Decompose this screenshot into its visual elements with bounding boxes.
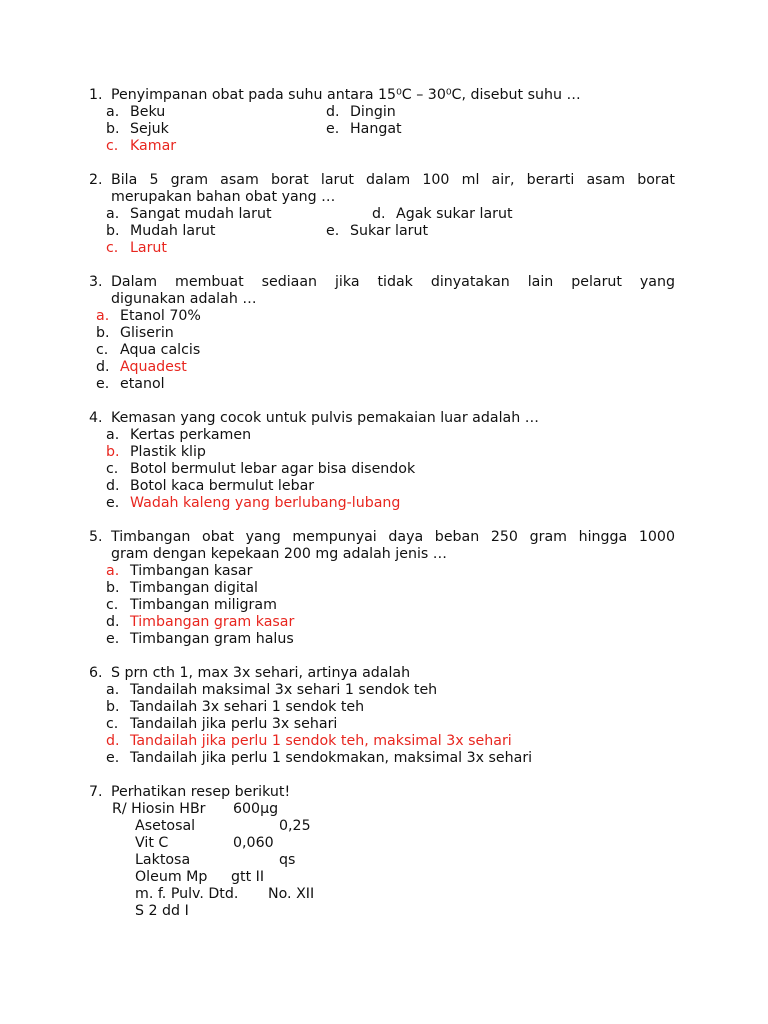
- option-c-answer: c. Larut: [106, 240, 167, 256]
- prescription: [0, 801, 768, 920]
- question-text: Penyimpanan obat pada suhu antara 15⁰C – 30⁰C, disebut suhu …: [111, 87, 581, 103]
- question-text: S prn cth 1, max 3x sehari, artinya adalah: [111, 665, 411, 681]
- option-a: a. Etanol 70%: [96, 308, 201, 324]
- option-d: d. Agak sukar larut: [372, 206, 513, 222]
- option-d-answer: d. Aquadest: [96, 359, 187, 375]
- option-c: c. Tandailah jika perlu 3x sehari: [106, 716, 338, 732]
- option-e: e. Tandailah jika perlu 1 sendokmakan, maksimal 3x sehari: [106, 750, 533, 766]
- question-2: [0, 172, 768, 257]
- question-text: Kemasan yang cocok untuk pulvis pemakaian luar adalah …: [111, 410, 539, 426]
- option-c: c. Botol bermulut lebar agar bisa disendok: [106, 461, 416, 477]
- question-text-line-2: gram dengan kepekaan 200 mg adalah jenis …: [111, 546, 447, 562]
- rx-item-amount: No. XII: [268, 886, 315, 902]
- option-d-answer: d. Tandailah jika perlu 1 sendok teh, maksimal 3x sehari: [106, 733, 512, 749]
- question-number: 4.: [89, 410, 103, 426]
- question-7: [0, 784, 768, 920]
- rx-item-name: Laktosa: [135, 852, 191, 868]
- option-e: e. Hangat: [326, 121, 402, 137]
- question-4: [0, 410, 768, 512]
- option-e: e. Sukar larut: [326, 223, 429, 239]
- question-text-line-2: merupakan bahan obat yang …: [111, 189, 336, 205]
- option-e: e. Timbangan gram halus: [106, 631, 294, 647]
- rx-item-amount: 0,060: [233, 835, 274, 851]
- question-text: Perhatikan resep berikut!: [111, 784, 291, 800]
- question-5: [0, 529, 768, 648]
- question-number: 1.: [89, 87, 103, 103]
- rx-item-amount: 0,25: [279, 818, 311, 834]
- question-number: 6.: [89, 665, 103, 681]
- quiz-page: [0, 87, 768, 937]
- option-b: b. Tandailah 3x sehari 1 sendok teh: [106, 699, 365, 715]
- rx-item-name: Asetosal: [135, 818, 196, 834]
- question-text-line-1: Dalam membuat sediaan jika tidak dinyatakan lain pelarut yang: [111, 274, 675, 290]
- option-b: b. Timbangan digital: [106, 580, 258, 596]
- rx-item-name: R/ Hiosin HBr: [112, 801, 206, 817]
- question-number: 2.: [89, 172, 103, 188]
- question-6: [0, 665, 768, 767]
- question-3: [0, 274, 768, 393]
- rx-item-name: m. f. Pulv. Dtd.: [135, 886, 239, 902]
- rx-item-amount: qs: [279, 852, 296, 868]
- option-b: b. Mudah larut: [106, 223, 216, 239]
- rx-item-amount: 600µg: [233, 801, 279, 817]
- option-c: c. Aqua calcis: [96, 342, 201, 358]
- question-1: [0, 87, 768, 155]
- option-a: a. Sangat mudah larut: [106, 206, 272, 222]
- option-e: e. etanol: [96, 376, 165, 392]
- option-e-answer: e. Wadah kaleng yang berlubang-lubang: [106, 495, 401, 511]
- option-b: b. Plastik klip: [106, 444, 206, 460]
- option-c: c. Timbangan miligram: [106, 597, 277, 613]
- option-a: a. Timbangan kasar: [106, 563, 253, 579]
- option-d-answer: d. Timbangan gram kasar: [106, 614, 295, 630]
- option-b: b. Sejuk: [106, 121, 169, 137]
- option-d: d. Botol kaca bermulut lebar: [106, 478, 315, 494]
- question-text-line-1: Timbangan obat yang mempunyai daya beban 250 gram hingga 1000: [111, 529, 675, 545]
- rx-item-name: Vit C: [135, 835, 169, 851]
- question-text-line-1: Bila 5 gram asam borat larut dalam 100 ml air, berarti asam borat: [111, 172, 675, 188]
- rx-signa: S 2 dd I: [135, 903, 189, 919]
- option-b: b. Gliserin: [96, 325, 174, 341]
- rx-item-name: Oleum Mp: [135, 869, 208, 885]
- option-c-answer: c. Kamar: [106, 138, 177, 154]
- option-a: a. Tandailah maksimal 3x sehari 1 sendok teh: [106, 682, 438, 698]
- option-a: a. Beku: [106, 104, 166, 120]
- question-number: 7.: [89, 784, 103, 800]
- option-d: d. Dingin: [326, 104, 396, 120]
- question-number: 3.: [89, 274, 103, 290]
- option-a: a. Kertas perkamen: [106, 427, 252, 443]
- question-number: 5.: [89, 529, 103, 545]
- question-text-line-2: digunakan adalah …: [111, 291, 257, 307]
- rx-item-amount: gtt II: [231, 869, 265, 885]
